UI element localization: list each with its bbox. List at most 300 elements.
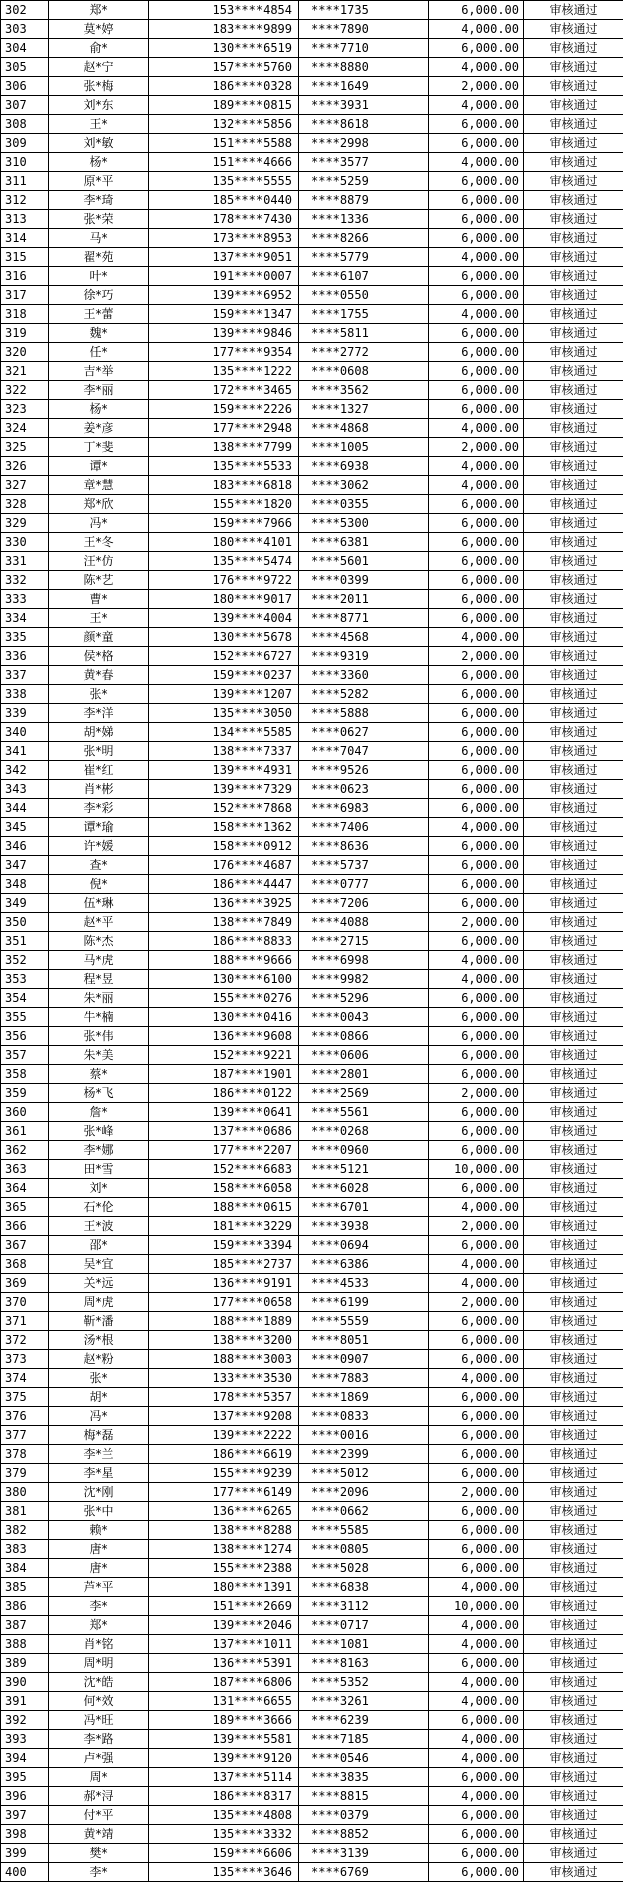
status-cell: 审核通过 <box>524 628 623 647</box>
card-tail-cell: ****0608 <box>299 362 429 381</box>
name-cell: 姜*彦 <box>49 419 149 438</box>
card-tail-cell: ****3112 <box>299 1597 429 1616</box>
row-number-cell: 323 <box>1 400 49 419</box>
row-number-cell: 311 <box>1 172 49 191</box>
table-row <box>1 1274 623 1293</box>
status-cell: 审核通过 <box>524 1312 623 1331</box>
phone-cell: 135****3050 <box>149 704 299 723</box>
card-tail-cell: ****0907 <box>299 1350 429 1369</box>
status-cell: 审核通过 <box>524 1065 623 1084</box>
card-tail-cell: ****9319 <box>299 647 429 666</box>
name-cell: 赵*宁 <box>49 58 149 77</box>
row-number-cell: 333 <box>1 590 49 609</box>
table-row <box>1 134 623 153</box>
card-tail-cell: ****1327 <box>299 400 429 419</box>
phone-cell: 139****4931 <box>149 761 299 780</box>
name-cell: 张*中 <box>49 1502 149 1521</box>
card-tail-cell: ****5259 <box>299 172 429 191</box>
amount-cell: 4,000.00 <box>429 248 524 267</box>
row-number-cell: 376 <box>1 1407 49 1426</box>
card-tail-cell: ****5601 <box>299 552 429 571</box>
status-cell: 审核通过 <box>524 818 623 837</box>
row-number-cell: 331 <box>1 552 49 571</box>
status-cell: 审核通过 <box>524 1863 623 1882</box>
amount-cell: 6,000.00 <box>429 172 524 191</box>
card-tail-cell: ****0717 <box>299 1616 429 1635</box>
amount-cell: 4,000.00 <box>429 951 524 970</box>
row-number-cell: 327 <box>1 476 49 495</box>
phone-cell: 158****6058 <box>149 1179 299 1198</box>
row-number-cell: 335 <box>1 628 49 647</box>
phone-cell: 158****1362 <box>149 818 299 837</box>
status-cell: 审核通过 <box>524 1673 623 1692</box>
row-number-cell: 354 <box>1 989 49 1008</box>
amount-cell: 4,000.00 <box>429 96 524 115</box>
name-cell: 张*荣 <box>49 210 149 229</box>
name-cell: 王*冬 <box>49 533 149 552</box>
phone-cell: 177****9354 <box>149 343 299 362</box>
amount-cell: 6,000.00 <box>429 780 524 799</box>
name-cell: 郑* <box>49 1 149 20</box>
phone-cell: 138****7799 <box>149 438 299 457</box>
name-cell: 徐*巧 <box>49 286 149 305</box>
phone-cell: 187****1901 <box>149 1065 299 1084</box>
amount-cell: 6,000.00 <box>429 875 524 894</box>
phone-cell: 186****6619 <box>149 1445 299 1464</box>
table-row <box>1 704 623 723</box>
row-number-cell: 369 <box>1 1274 49 1293</box>
card-tail-cell: ****3577 <box>299 153 429 172</box>
amount-cell: 6,000.00 <box>429 495 524 514</box>
name-cell: 芦*平 <box>49 1578 149 1597</box>
name-cell: 卢*强 <box>49 1749 149 1768</box>
name-cell: 冯* <box>49 1407 149 1426</box>
status-cell: 审核通过 <box>524 913 623 932</box>
table-row <box>1 172 623 191</box>
name-cell: 吴*宜 <box>49 1255 149 1274</box>
status-cell: 审核通过 <box>524 1616 623 1635</box>
status-cell: 审核通过 <box>524 1236 623 1255</box>
phone-cell: 155****1820 <box>149 495 299 514</box>
table-row <box>1 1616 623 1635</box>
table-row <box>1 1673 623 1692</box>
amount-cell: 6,000.00 <box>429 324 524 343</box>
status-cell: 审核通过 <box>524 191 623 210</box>
table-row <box>1 1730 623 1749</box>
status-cell: 审核通过 <box>524 1 623 20</box>
amount-cell: 6,000.00 <box>429 685 524 704</box>
phone-cell: 176****9722 <box>149 571 299 590</box>
row-number-cell: 359 <box>1 1084 49 1103</box>
name-cell: 查* <box>49 856 149 875</box>
table-row <box>1 1160 623 1179</box>
card-tail-cell: ****8163 <box>299 1654 429 1673</box>
row-number-cell: 321 <box>1 362 49 381</box>
amount-cell: 4,000.00 <box>429 305 524 324</box>
table-row <box>1 1046 623 1065</box>
amount-cell: 6,000.00 <box>429 134 524 153</box>
amount-cell: 6,000.00 <box>429 1122 524 1141</box>
status-cell: 审核通过 <box>524 1825 623 1844</box>
table-row <box>1 1293 623 1312</box>
table-row <box>1 1445 623 1464</box>
amount-cell: 6,000.00 <box>429 761 524 780</box>
card-tail-cell: ****5779 <box>299 248 429 267</box>
card-tail-cell: ****1336 <box>299 210 429 229</box>
name-cell: 汤*根 <box>49 1331 149 1350</box>
name-cell: 李*娜 <box>49 1141 149 1160</box>
name-cell: 郑* <box>49 1616 149 1635</box>
card-tail-cell: ****2399 <box>299 1445 429 1464</box>
status-cell: 审核通过 <box>524 514 623 533</box>
table-row <box>1 932 623 951</box>
amount-cell: 6,000.00 <box>429 1426 524 1445</box>
table-row <box>1 723 623 742</box>
card-tail-cell: ****6983 <box>299 799 429 818</box>
row-number-cell: 342 <box>1 761 49 780</box>
phone-cell: 155****9239 <box>149 1464 299 1483</box>
table-row <box>1 229 623 248</box>
table-row <box>1 1692 623 1711</box>
card-tail-cell: ****4868 <box>299 419 429 438</box>
table-row <box>1 20 623 39</box>
card-tail-cell: ****6107 <box>299 267 429 286</box>
row-number-cell: 387 <box>1 1616 49 1635</box>
amount-cell: 6,000.00 <box>429 1141 524 1160</box>
table-row <box>1 1863 623 1882</box>
name-cell: 石*伦 <box>49 1198 149 1217</box>
amount-cell: 2,000.00 <box>429 647 524 666</box>
table-row <box>1 1198 623 1217</box>
phone-cell: 139****6952 <box>149 286 299 305</box>
table-row <box>1 1787 623 1806</box>
card-tail-cell: ****3062 <box>299 476 429 495</box>
amount-cell: 6,000.00 <box>429 1521 524 1540</box>
table-row <box>1 1065 623 1084</box>
phone-cell: 139****0641 <box>149 1103 299 1122</box>
phone-cell: 180****9017 <box>149 590 299 609</box>
row-number-cell: 330 <box>1 533 49 552</box>
table-row <box>1 970 623 989</box>
phone-cell: 139****9120 <box>149 1749 299 1768</box>
card-tail-cell: ****2801 <box>299 1065 429 1084</box>
table-row <box>1 837 623 856</box>
name-cell: 李*琦 <box>49 191 149 210</box>
status-cell: 审核通过 <box>524 457 623 476</box>
status-cell: 审核通过 <box>524 39 623 58</box>
card-tail-cell: ****0379 <box>299 1806 429 1825</box>
status-cell: 审核通过 <box>524 1103 623 1122</box>
status-cell: 审核通过 <box>524 1331 623 1350</box>
phone-cell: 157****5760 <box>149 58 299 77</box>
amount-cell: 6,000.00 <box>429 210 524 229</box>
amount-cell: 2,000.00 <box>429 1217 524 1236</box>
row-number-cell: 326 <box>1 457 49 476</box>
phone-cell: 135****3332 <box>149 1825 299 1844</box>
phone-cell: 138****3200 <box>149 1331 299 1350</box>
row-number-cell: 304 <box>1 39 49 58</box>
amount-cell: 4,000.00 <box>429 1369 524 1388</box>
status-cell: 审核通过 <box>524 381 623 400</box>
phone-cell: 189****3666 <box>149 1711 299 1730</box>
table-row <box>1 115 623 134</box>
name-cell: 唐* <box>49 1559 149 1578</box>
table-row <box>1 362 623 381</box>
phone-cell: 130****5678 <box>149 628 299 647</box>
table-row <box>1 609 623 628</box>
table-row <box>1 305 623 324</box>
status-cell: 审核通过 <box>524 1255 623 1274</box>
row-number-cell: 319 <box>1 324 49 343</box>
amount-cell: 6,000.00 <box>429 267 524 286</box>
status-cell: 审核通过 <box>524 1521 623 1540</box>
phone-cell: 159****0237 <box>149 666 299 685</box>
amount-cell: 4,000.00 <box>429 628 524 647</box>
card-tail-cell: ****0546 <box>299 1749 429 1768</box>
card-tail-cell: ****1755 <box>299 305 429 324</box>
status-cell: 审核通过 <box>524 1445 623 1464</box>
row-number-cell: 350 <box>1 913 49 932</box>
amount-cell: 6,000.00 <box>429 1008 524 1027</box>
name-cell: 靳*潘 <box>49 1312 149 1331</box>
row-number-cell: 399 <box>1 1844 49 1863</box>
status-cell: 审核通过 <box>524 1540 623 1559</box>
phone-cell: 138****7849 <box>149 913 299 932</box>
status-cell: 审核通过 <box>524 685 623 704</box>
amount-cell: 6,000.00 <box>429 552 524 571</box>
card-tail-cell: ****5561 <box>299 1103 429 1122</box>
card-tail-cell: ****5296 <box>299 989 429 1008</box>
card-tail-cell: ****6938 <box>299 457 429 476</box>
name-cell: 梅*磊 <box>49 1426 149 1445</box>
amount-cell: 2,000.00 <box>429 1483 524 1502</box>
phone-cell: 188****0615 <box>149 1198 299 1217</box>
name-cell: 付*平 <box>49 1806 149 1825</box>
table-row <box>1 913 623 932</box>
phone-cell: 139****9846 <box>149 324 299 343</box>
name-cell: 陈*杰 <box>49 932 149 951</box>
card-tail-cell: ****3931 <box>299 96 429 115</box>
status-cell: 审核通过 <box>524 761 623 780</box>
amount-cell: 6,000.00 <box>429 1540 524 1559</box>
table-row <box>1 1483 623 1502</box>
amount-cell: 6,000.00 <box>429 115 524 134</box>
name-cell: 王*波 <box>49 1217 149 1236</box>
card-tail-cell: ****0662 <box>299 1502 429 1521</box>
status-cell: 审核通过 <box>524 248 623 267</box>
phone-cell: 137****0686 <box>149 1122 299 1141</box>
card-tail-cell: ****2772 <box>299 343 429 362</box>
card-tail-cell: ****3261 <box>299 1692 429 1711</box>
phone-cell: 159****6606 <box>149 1844 299 1863</box>
status-cell: 审核通过 <box>524 1483 623 1502</box>
amount-cell: 6,000.00 <box>429 533 524 552</box>
card-tail-cell: ****8879 <box>299 191 429 210</box>
card-tail-cell: ****8051 <box>299 1331 429 1350</box>
amount-cell: 6,000.00 <box>429 989 524 1008</box>
table-row <box>1 533 623 552</box>
status-cell: 审核通过 <box>524 1046 623 1065</box>
status-cell: 审核通过 <box>524 590 623 609</box>
status-cell: 审核通过 <box>524 1806 623 1825</box>
row-number-cell: 346 <box>1 837 49 856</box>
name-cell: 李*星 <box>49 1464 149 1483</box>
card-tail-cell: ****7047 <box>299 742 429 761</box>
row-number-cell: 389 <box>1 1654 49 1673</box>
phone-cell: 188****1889 <box>149 1312 299 1331</box>
amount-cell: 6,000.00 <box>429 1654 524 1673</box>
amount-cell: 6,000.00 <box>429 1236 524 1255</box>
row-number-cell: 371 <box>1 1312 49 1331</box>
status-cell: 审核通过 <box>524 1027 623 1046</box>
status-cell: 审核通过 <box>524 989 623 1008</box>
row-number-cell: 315 <box>1 248 49 267</box>
name-cell: 王*蕾 <box>49 305 149 324</box>
name-cell: 李*兰 <box>49 1445 149 1464</box>
card-tail-cell: ****3562 <box>299 381 429 400</box>
table-row <box>1 1141 623 1160</box>
card-tail-cell: ****8771 <box>299 609 429 628</box>
row-number-cell: 362 <box>1 1141 49 1160</box>
status-cell: 审核通过 <box>524 1464 623 1483</box>
amount-cell: 6,000.00 <box>429 894 524 913</box>
table-row <box>1 210 623 229</box>
status-cell: 审核通过 <box>524 552 623 571</box>
amount-cell: 4,000.00 <box>429 1635 524 1654</box>
amount-cell: 10,000.00 <box>429 1160 524 1179</box>
amount-cell: 6,000.00 <box>429 1027 524 1046</box>
card-tail-cell: ****5012 <box>299 1464 429 1483</box>
card-tail-cell: ****1735 <box>299 1 429 20</box>
phone-cell: 152****9221 <box>149 1046 299 1065</box>
table-row <box>1 1578 623 1597</box>
name-cell: 张* <box>49 1369 149 1388</box>
name-cell: 何*效 <box>49 1692 149 1711</box>
status-cell: 审核通过 <box>524 77 623 96</box>
phone-cell: 152****6727 <box>149 647 299 666</box>
amount-cell: 4,000.00 <box>429 1255 524 1274</box>
table-row <box>1 1122 623 1141</box>
name-cell: 朱*丽 <box>49 989 149 1008</box>
name-cell: 刘*东 <box>49 96 149 115</box>
row-number-cell: 334 <box>1 609 49 628</box>
name-cell: 汪*仿 <box>49 552 149 571</box>
status-cell: 审核通过 <box>524 1426 623 1445</box>
table-row <box>1 1559 623 1578</box>
row-number-cell: 332 <box>1 571 49 590</box>
phone-cell: 159****2226 <box>149 400 299 419</box>
card-tail-cell: ****5282 <box>299 685 429 704</box>
phone-cell: 137****1011 <box>149 1635 299 1654</box>
table-row <box>1 742 623 761</box>
table-row <box>1 438 623 457</box>
card-tail-cell: ****0627 <box>299 723 429 742</box>
status-cell: 审核通过 <box>524 400 623 419</box>
phone-cell: 136****5391 <box>149 1654 299 1673</box>
status-cell: 审核通过 <box>524 134 623 153</box>
status-cell: 审核通过 <box>524 115 623 134</box>
row-number-cell: 357 <box>1 1046 49 1065</box>
row-number-cell: 344 <box>1 799 49 818</box>
table-row <box>1 1654 623 1673</box>
phone-cell: 177****6149 <box>149 1483 299 1502</box>
name-cell: 唐* <box>49 1540 149 1559</box>
status-cell: 审核通过 <box>524 172 623 191</box>
status-cell: 审核通过 <box>524 1274 623 1293</box>
name-cell: 赵*平 <box>49 913 149 932</box>
phone-cell: 153****4854 <box>149 1 299 20</box>
name-cell: 张*明 <box>49 742 149 761</box>
table-row <box>1 1635 623 1654</box>
card-tail-cell: ****1869 <box>299 1388 429 1407</box>
status-cell: 审核通过 <box>524 419 623 438</box>
phone-cell: 186****8317 <box>149 1787 299 1806</box>
status-cell: 审核通过 <box>524 1293 623 1312</box>
card-tail-cell: ****7890 <box>299 20 429 39</box>
amount-cell: 6,000.00 <box>429 837 524 856</box>
status-cell: 审核通过 <box>524 970 623 989</box>
status-cell: 审核通过 <box>524 875 623 894</box>
row-number-cell: 395 <box>1 1768 49 1787</box>
row-number-cell: 314 <box>1 229 49 248</box>
status-cell: 审核通过 <box>524 571 623 590</box>
phone-cell: 130****6519 <box>149 39 299 58</box>
name-cell: 杨*飞 <box>49 1084 149 1103</box>
row-number-cell: 303 <box>1 20 49 39</box>
name-cell: 沈*皓 <box>49 1673 149 1692</box>
card-tail-cell: ****0399 <box>299 571 429 590</box>
row-number-cell: 364 <box>1 1179 49 1198</box>
table-row <box>1 191 623 210</box>
row-number-cell: 388 <box>1 1635 49 1654</box>
name-cell: 詹* <box>49 1103 149 1122</box>
name-cell: 杨* <box>49 153 149 172</box>
status-cell: 审核通过 <box>524 1160 623 1179</box>
amount-cell: 6,000.00 <box>429 1331 524 1350</box>
table-row <box>1 343 623 362</box>
status-cell: 审核通过 <box>524 742 623 761</box>
phone-cell: 138****8288 <box>149 1521 299 1540</box>
row-number-cell: 336 <box>1 647 49 666</box>
phone-cell: 188****9666 <box>149 951 299 970</box>
row-number-cell: 351 <box>1 932 49 951</box>
row-number-cell: 397 <box>1 1806 49 1825</box>
name-cell: 郑*欣 <box>49 495 149 514</box>
amount-cell: 2,000.00 <box>429 1293 524 1312</box>
status-cell: 审核通过 <box>524 1654 623 1673</box>
row-number-cell: 393 <box>1 1730 49 1749</box>
table-row <box>1 856 623 875</box>
name-cell: 程*昱 <box>49 970 149 989</box>
status-cell: 审核通过 <box>524 1730 623 1749</box>
amount-cell: 6,000.00 <box>429 571 524 590</box>
status-cell: 审核通过 <box>524 1122 623 1141</box>
phone-cell: 178****7430 <box>149 210 299 229</box>
phone-cell: 186****0122 <box>149 1084 299 1103</box>
name-cell: 曹* <box>49 590 149 609</box>
name-cell: 俞* <box>49 39 149 58</box>
status-cell: 审核通过 <box>524 1635 623 1654</box>
amount-cell: 6,000.00 <box>429 1464 524 1483</box>
row-number-cell: 313 <box>1 210 49 229</box>
card-tail-cell: ****5737 <box>299 856 429 875</box>
row-number-cell: 391 <box>1 1692 49 1711</box>
amount-cell: 6,000.00 <box>429 666 524 685</box>
table-row <box>1 1103 623 1122</box>
phone-cell: 152****6683 <box>149 1160 299 1179</box>
amount-cell: 4,000.00 <box>429 1274 524 1293</box>
amount-cell: 6,000.00 <box>429 1407 524 1426</box>
